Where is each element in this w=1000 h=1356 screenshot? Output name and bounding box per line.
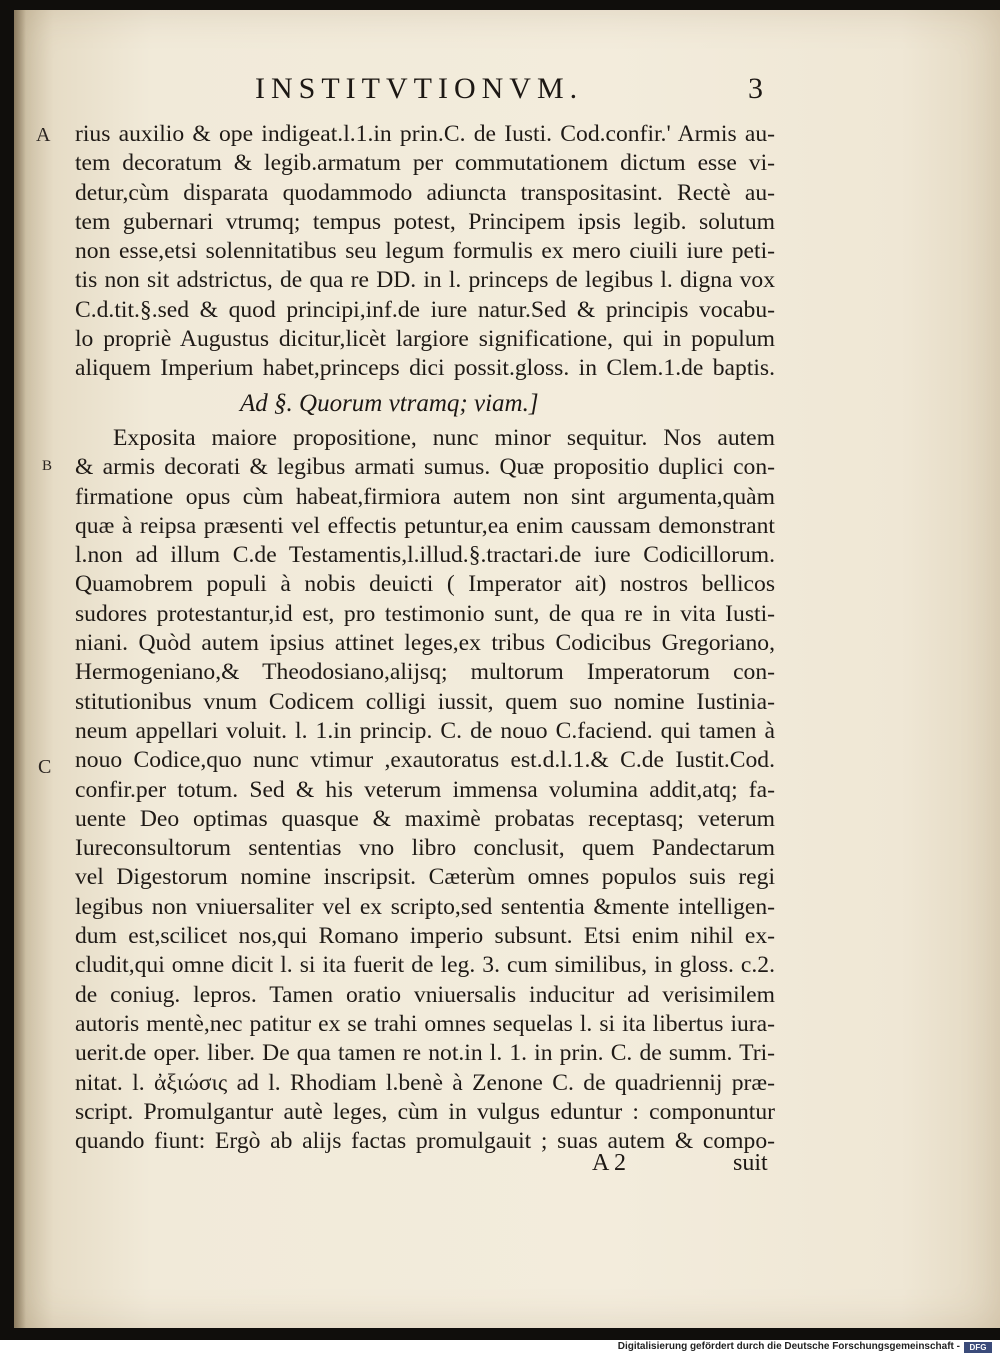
text-line: stitutionibus vnum Codicem colligi iussit, quem suo nomine Iustinia- <box>75 688 775 715</box>
funding-credit: Digitalisierung gefördert durch die Deutsche Forschungsgemeinschaft - <box>617 1341 960 1352</box>
text-line: C.d.tit.§.sed & quod principi,inf.de iure natur.Sed & principis vocabu- <box>75 296 775 323</box>
text-line: nouo Codice,quo nunc vtimur ,exautoratus est.d.l.1.& C.de Iustit.Cod. <box>75 747 775 774</box>
text-line: firmatione opus cùm habeat,firmiora autem non sint argumenta,quàm <box>75 483 775 510</box>
text-line: Iureconsultorum sententias vno libro conclusit, quem Pandectarum <box>75 835 775 862</box>
text-line: Exposita maiore propositione, nunc minor sequitur. Nos autem <box>113 425 775 451</box>
dfg-logo-icon: DFG <box>964 1342 992 1353</box>
text-line: tem gubernari vtrumq; tempus potest, Principem ipsis legib. solutum <box>75 208 775 235</box>
text-line: neum appellari voluit. l. 1.in princip. C. de nouo C.faciend. qui tamen à <box>75 717 775 744</box>
text-line: niani. Quòd autem ipsius attinet leges,ex tribus Codicibus Gregoriano, <box>75 630 775 657</box>
paragraph-2 <box>75 424 775 1156</box>
text-line: uente Deo optimas quasque & maximè probatas receptasq; veterum <box>75 805 775 832</box>
footer-bar <box>0 1340 1000 1356</box>
text-line: quæ à reipsa præsenti vel effectis petuntur,ea enim caussam demonstrant <box>75 512 775 539</box>
text-line: lo propriè Augustus dicitur,licèt largiore significatione, qui in populum <box>75 326 775 353</box>
margin-letter-b: B <box>42 458 53 474</box>
text-line: dum est,scilicet nos,qui Romano imperio subsunt. Etsi enim nihil ex- <box>75 923 775 950</box>
text-line: rius auxilio & ope indigeat.l.1.in prin.C. de Iusti. Cod.confir.' Armis au- <box>75 121 775 147</box>
text-line: sudores protestantur,id est, pro testimonio sunt, de qua re in vita Iusti- <box>75 600 775 627</box>
text-line: autoris mentè,nec patitur ex se trahi omnes sequelas l. si ita libertus iura- <box>75 1010 775 1037</box>
margin-letter-c: C <box>38 756 52 778</box>
text-line: nitat. l. ἀξιώσις ad l. Rhodiam l.benè à Zenone C. de quadriennij præ- <box>75 1069 775 1096</box>
text-line: tis non sit adstrictus, de qua re DD. in l. princeps de legibus l. digna vox <box>75 267 775 294</box>
section-heading: Ad §. Quorum vtramq; viam.] <box>240 390 539 417</box>
text-line: script. Promulgantur autè leges, cùm in vulgus eduntur : componuntur <box>75 1098 775 1125</box>
text-line: Hermogeniano,& Theodosiano,alijsq; multorum Imperatorum con- <box>75 659 775 686</box>
text-line: aliquem Imperium habet,princeps dici possit.gloss. in Clem.1.de baptis. <box>75 355 775 382</box>
text-line: & armis decorati & legibus armati sumus. Quæ propositio duplici con- <box>75 454 775 481</box>
text-line: tem decoratum & legib.armatum per commutationem dictum esse vi- <box>75 150 775 177</box>
text-line: detur,cùm disparata quodammodo adiuncta transpositasint. Rectè au- <box>75 179 775 206</box>
text-line: Quamobrem populi à nobis deuicti ( Imperator ait) nostros bellicos <box>75 571 775 598</box>
text-line: uerit.de oper. liber. De qua tamen re not.in l. 1. in prin. C. de summ. Tri- <box>75 1040 775 1067</box>
text-line: quando fiunt: Ergò ab alijs factas promulgauit ; suas autem & compo- <box>75 1128 775 1155</box>
page-number: 3 <box>748 72 763 105</box>
text-line: cludit,qui omne dicit l. si ita fuerit de leg. 3. cum similibus, in gloss. c.2. <box>75 952 775 979</box>
gutter-shadow <box>14 10 26 1328</box>
text-line: confir.per totum. Sed & his veterum immensa volumina addit,atq; fa- <box>75 776 775 803</box>
catchword: suit <box>733 1150 768 1176</box>
margin-letter-a: A <box>36 124 51 146</box>
text-line: de coniug. lepros. Tamen oratio vniuersalis inducitur ad verisimilem <box>75 981 775 1008</box>
signature-mark: A 2 <box>592 1150 627 1176</box>
running-head: INSTITVTIONVM. <box>255 72 584 105</box>
paragraph-1 <box>75 120 775 384</box>
text-line: non esse,etsi solennitatibus seu legum formulis ex mero ciuili iure peti- <box>75 238 775 265</box>
text-line: vel Digestorum nomine inscripsit. Cæterùm omnes populos suis regi <box>75 864 775 891</box>
text-line: l.non ad illum C.de Testamentis,l.illud.§.tractari.de iure Codicillorum. <box>75 542 775 569</box>
text-line: legibus non vniuersaliter vel ex scripto,sed sententia &mente intelligen- <box>75 893 775 920</box>
